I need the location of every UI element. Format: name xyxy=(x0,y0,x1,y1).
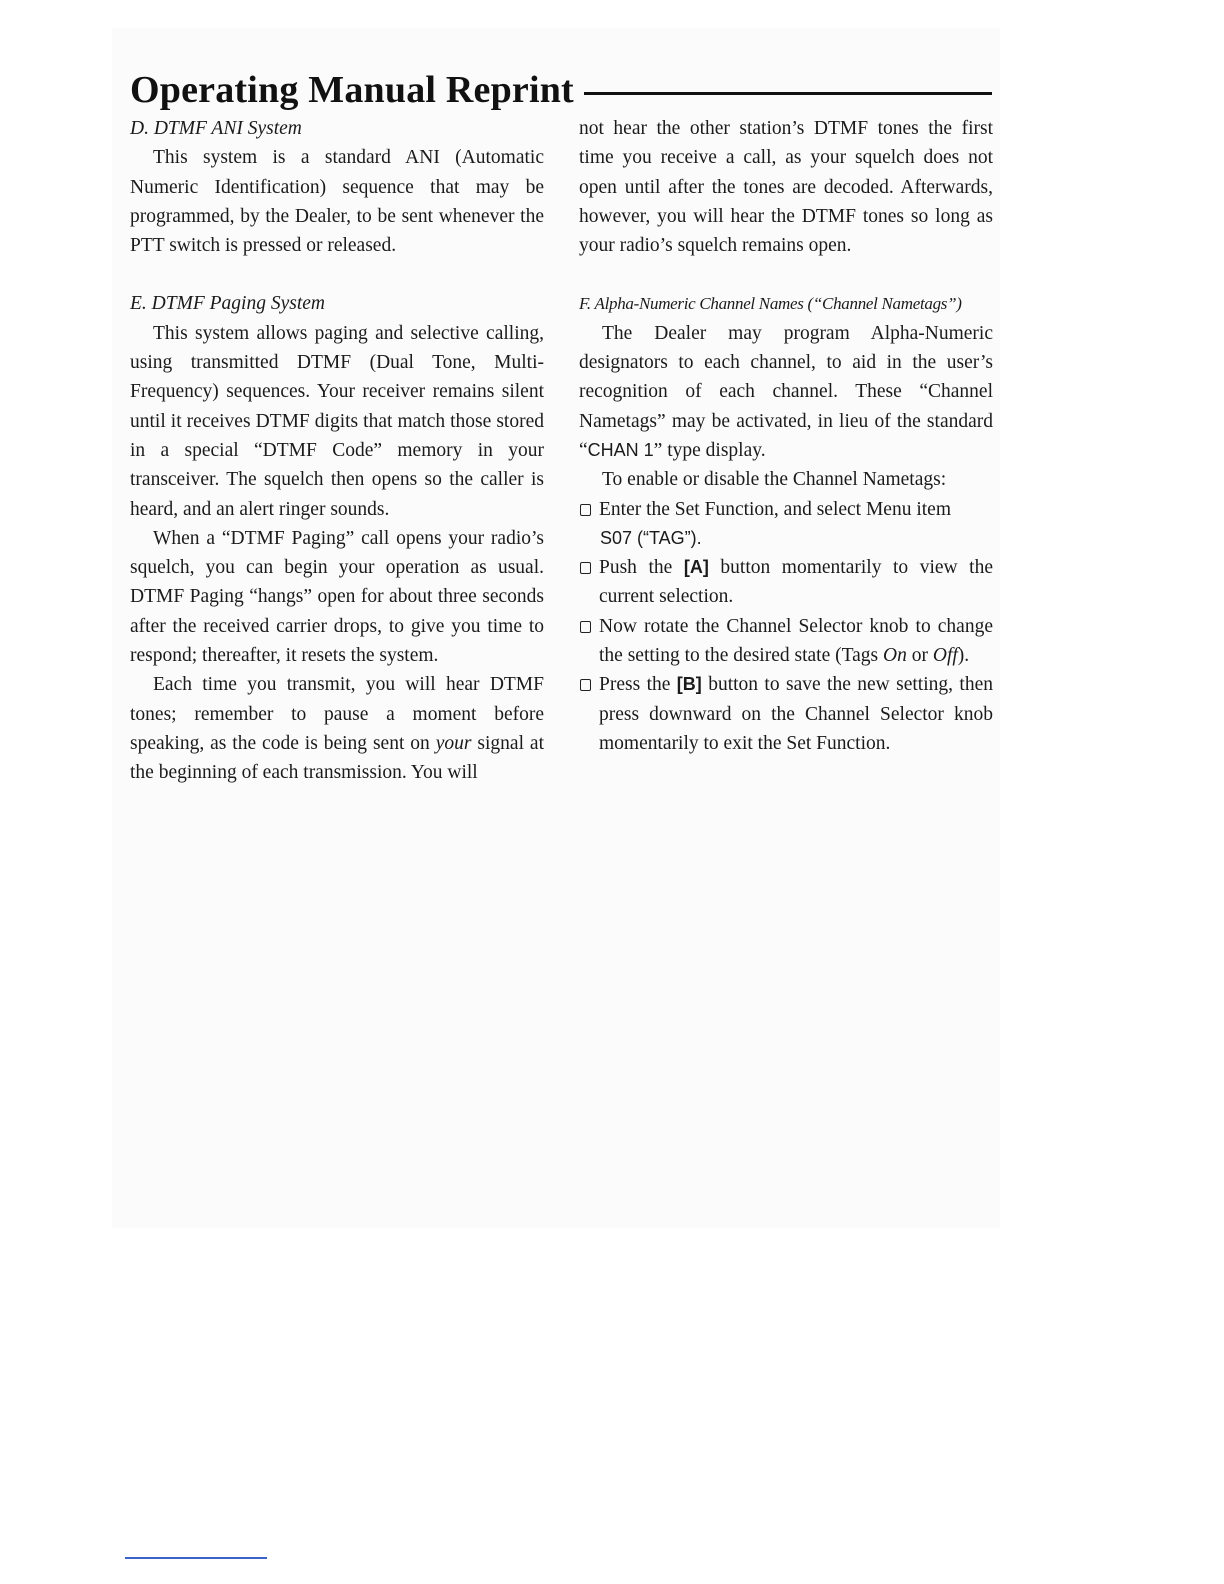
page-title: Operating Manual Reprint xyxy=(130,69,574,111)
display-text-chan1: CHAN 1 xyxy=(587,439,654,460)
menu-item-s07: S07 (“TAG”). xyxy=(600,527,702,548)
checkbox-icon xyxy=(580,562,591,574)
title-rule xyxy=(584,92,992,95)
checkbox-icon xyxy=(580,504,591,516)
key-b: [B] xyxy=(676,674,702,695)
step-item-3: Now rotate the Channel Selector knob to change the setting to the desired state (Tags On or Off). xyxy=(579,612,993,671)
section-e-continuation: not hear the other station’s DTMF tones the first time you receive a call, as your squelch does not open until after the tones are decoded. Afterwards, however, you will hear the DTMF tones so long as your radio’s squelch remains open. xyxy=(579,118,993,257)
section-f-heading: F. Alpha-Numeric Channel Names (“Channel Nametags”) xyxy=(579,294,962,314)
right-column xyxy=(579,114,993,758)
step-item-1: Enter the Set Function, and select Menu item S07 (“TAG”). xyxy=(579,495,993,554)
section-e-heading: E. DTMF Paging System xyxy=(130,293,325,315)
key-a: [A] xyxy=(683,557,709,578)
section-e-paragraph-2: When a “DTMF Paging” call opens your radio’s squelch, you can begin your operation as usual. DTMF Paging “hangs” open for about three seconds after the received carrier drops, to give you time to respond; thereafter, it resets the system. xyxy=(130,527,544,667)
section-e-paragraph-3: Each time you transmit, you will hear DTMF tones; remember to pause a moment before speaking, as the code is being sent on your signal at the beginning of each transmission. You will xyxy=(130,674,544,784)
section-e-paragraph-1: This system allows paging and selective calling, using transmitted DTMF (Dual Tone, Multi-Frequency) sequences. Your receiver remains silent until it receives DTMF digits that match those stored in a special “DTMF Code” memory in your transceiver. The squelch then opens so the caller is heard, and an alert ringer sounds. xyxy=(130,322,544,520)
footer-rule xyxy=(125,1557,267,1559)
step-item-2: Push the [A] button momentarily to view the current selection. xyxy=(579,553,993,612)
section-d-heading: D. DTMF ANI System xyxy=(130,118,302,139)
page-header xyxy=(130,62,992,118)
checkbox-icon xyxy=(580,621,591,633)
step-item-4: Press the [B] button to save the new setting, then press downward on the Channel Selector knob momentarily to exit the Set Function. xyxy=(579,670,993,758)
section-d-paragraph: This system is a standard ANI (Automatic Numeric Identification) sequence that may be programmed, by the Dealer, to be sent whenever the PTT switch is pressed or released. xyxy=(130,147,544,257)
section-gap xyxy=(130,260,544,289)
section-gap xyxy=(579,260,993,289)
left-column xyxy=(130,114,544,788)
emphasis-your: your xyxy=(435,732,472,754)
section-f-paragraph-2: To enable or disable the Channel Nametags: xyxy=(602,469,947,491)
section-f-paragraph-1: The Dealer may program Alpha-Numeric designators to each channel, to aid in the user’s recognition of each channel. These “Channel Nametags” may be activated, in lieu of the standard “CHAN 1” type display. xyxy=(579,322,993,461)
checkbox-icon xyxy=(580,679,591,691)
